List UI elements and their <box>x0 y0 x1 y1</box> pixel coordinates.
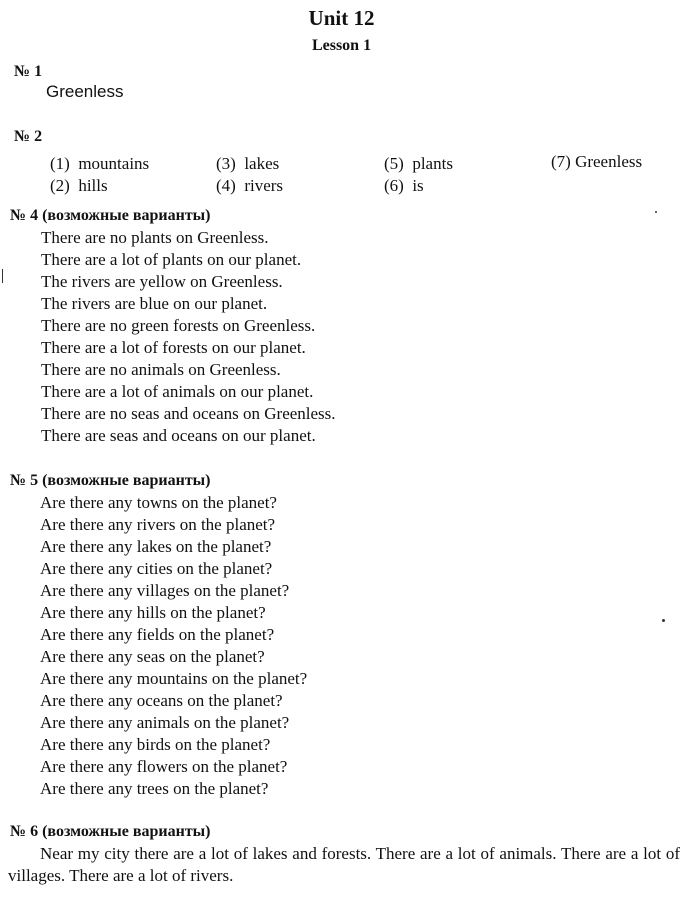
answer-word: hills <box>78 176 108 195</box>
exercise-6-heading: № 6 (возможные варианты) <box>10 823 211 840</box>
question-line: Are there any oceans on the planet? <box>40 691 283 710</box>
answer-word: is <box>412 176 424 195</box>
scan-speck <box>662 619 665 622</box>
question-line: Are there any birds on the planet? <box>40 735 271 754</box>
answer-word: lakes <box>244 154 280 173</box>
answer-word: mountains <box>78 154 150 173</box>
answer-word: rivers <box>244 176 284 195</box>
answer-item-6 <box>384 176 424 196</box>
answer-item-2 <box>50 176 108 196</box>
answer-word: Greenless <box>575 152 643 171</box>
question-line: Are there any towns on the planet? <box>40 493 277 512</box>
sentence-line: There are a lot of plants on our planet. <box>41 250 302 269</box>
answer-number: (7) <box>551 152 571 171</box>
answer-item-5 <box>384 154 453 174</box>
question-line: Are there any rivers on the planet? <box>40 515 276 534</box>
sentence-line: There are seas and oceans on our planet. <box>41 426 316 445</box>
exercise-1-answer: Greenless <box>46 82 124 101</box>
exercise-5-questions <box>40 492 307 800</box>
scan-speck <box>655 211 657 213</box>
question-line: Are there any seas on the planet? <box>40 647 265 666</box>
lesson-title: Lesson 1 <box>311 37 372 54</box>
answer-item-4 <box>216 176 283 196</box>
answer-number: (2) <box>50 176 70 195</box>
exercise-6-paragraph: Near my city there are a lot of lakes and forests. There are a lot of animals. There are a lot of villages. There are a lot of rivers. <box>8 844 680 885</box>
answer-item-7 <box>551 152 642 172</box>
question-line: Are there any flowers on the planet? <box>40 757 288 776</box>
question-line: Are there any villages on the planet? <box>40 581 290 600</box>
sentence-line: There are a lot of forests on our planet. <box>41 338 306 357</box>
exercise-5-heading: № 5 (возможные варианты) <box>10 472 211 489</box>
answer-number: (6) <box>384 176 404 195</box>
question-line: Are there any cities on the planet? <box>40 559 273 578</box>
exercise-4-heading: № 4 (возможные варианты) <box>10 207 211 224</box>
question-line: Are there any trees on the planet? <box>40 779 269 798</box>
answer-item-1 <box>50 154 149 174</box>
answer-item-3 <box>216 154 279 174</box>
sentence-line: There are no green forests on Greenless. <box>41 316 316 335</box>
question-line: Are there any hills on the planet? <box>40 603 266 622</box>
sentence-line: There are no seas and oceans on Greenless. <box>41 404 336 423</box>
sentence-line: The rivers are yellow on Greenless. <box>41 272 283 291</box>
question-line: Are there any animals on the planet? <box>40 713 290 732</box>
exercise-4-sentences <box>41 227 336 447</box>
unit-title: Unit 12 <box>308 6 375 30</box>
question-line: Are there any mountains on the planet? <box>40 669 308 688</box>
answer-word: plants <box>412 154 453 173</box>
answer-number: (5) <box>384 154 404 173</box>
exercise-1-heading: № 1 <box>14 63 43 80</box>
question-line: Are there any lakes on the planet? <box>40 537 272 556</box>
answer-number: (4) <box>216 176 236 195</box>
sentence-line: There are no animals on Greenless. <box>41 360 281 379</box>
sentence-line: There are no plants on Greenless. <box>41 228 269 247</box>
sentence-line: There are a lot of animals on our planet. <box>41 382 314 401</box>
sentence-line: The rivers are blue on our planet. <box>41 294 268 313</box>
answer-number: (3) <box>216 154 236 173</box>
question-line: Are there any fields on the planet? <box>40 625 275 644</box>
exercise-2-heading: № 2 <box>14 128 43 145</box>
answer-number: (1) <box>50 154 70 173</box>
scan-speck <box>2 269 3 283</box>
